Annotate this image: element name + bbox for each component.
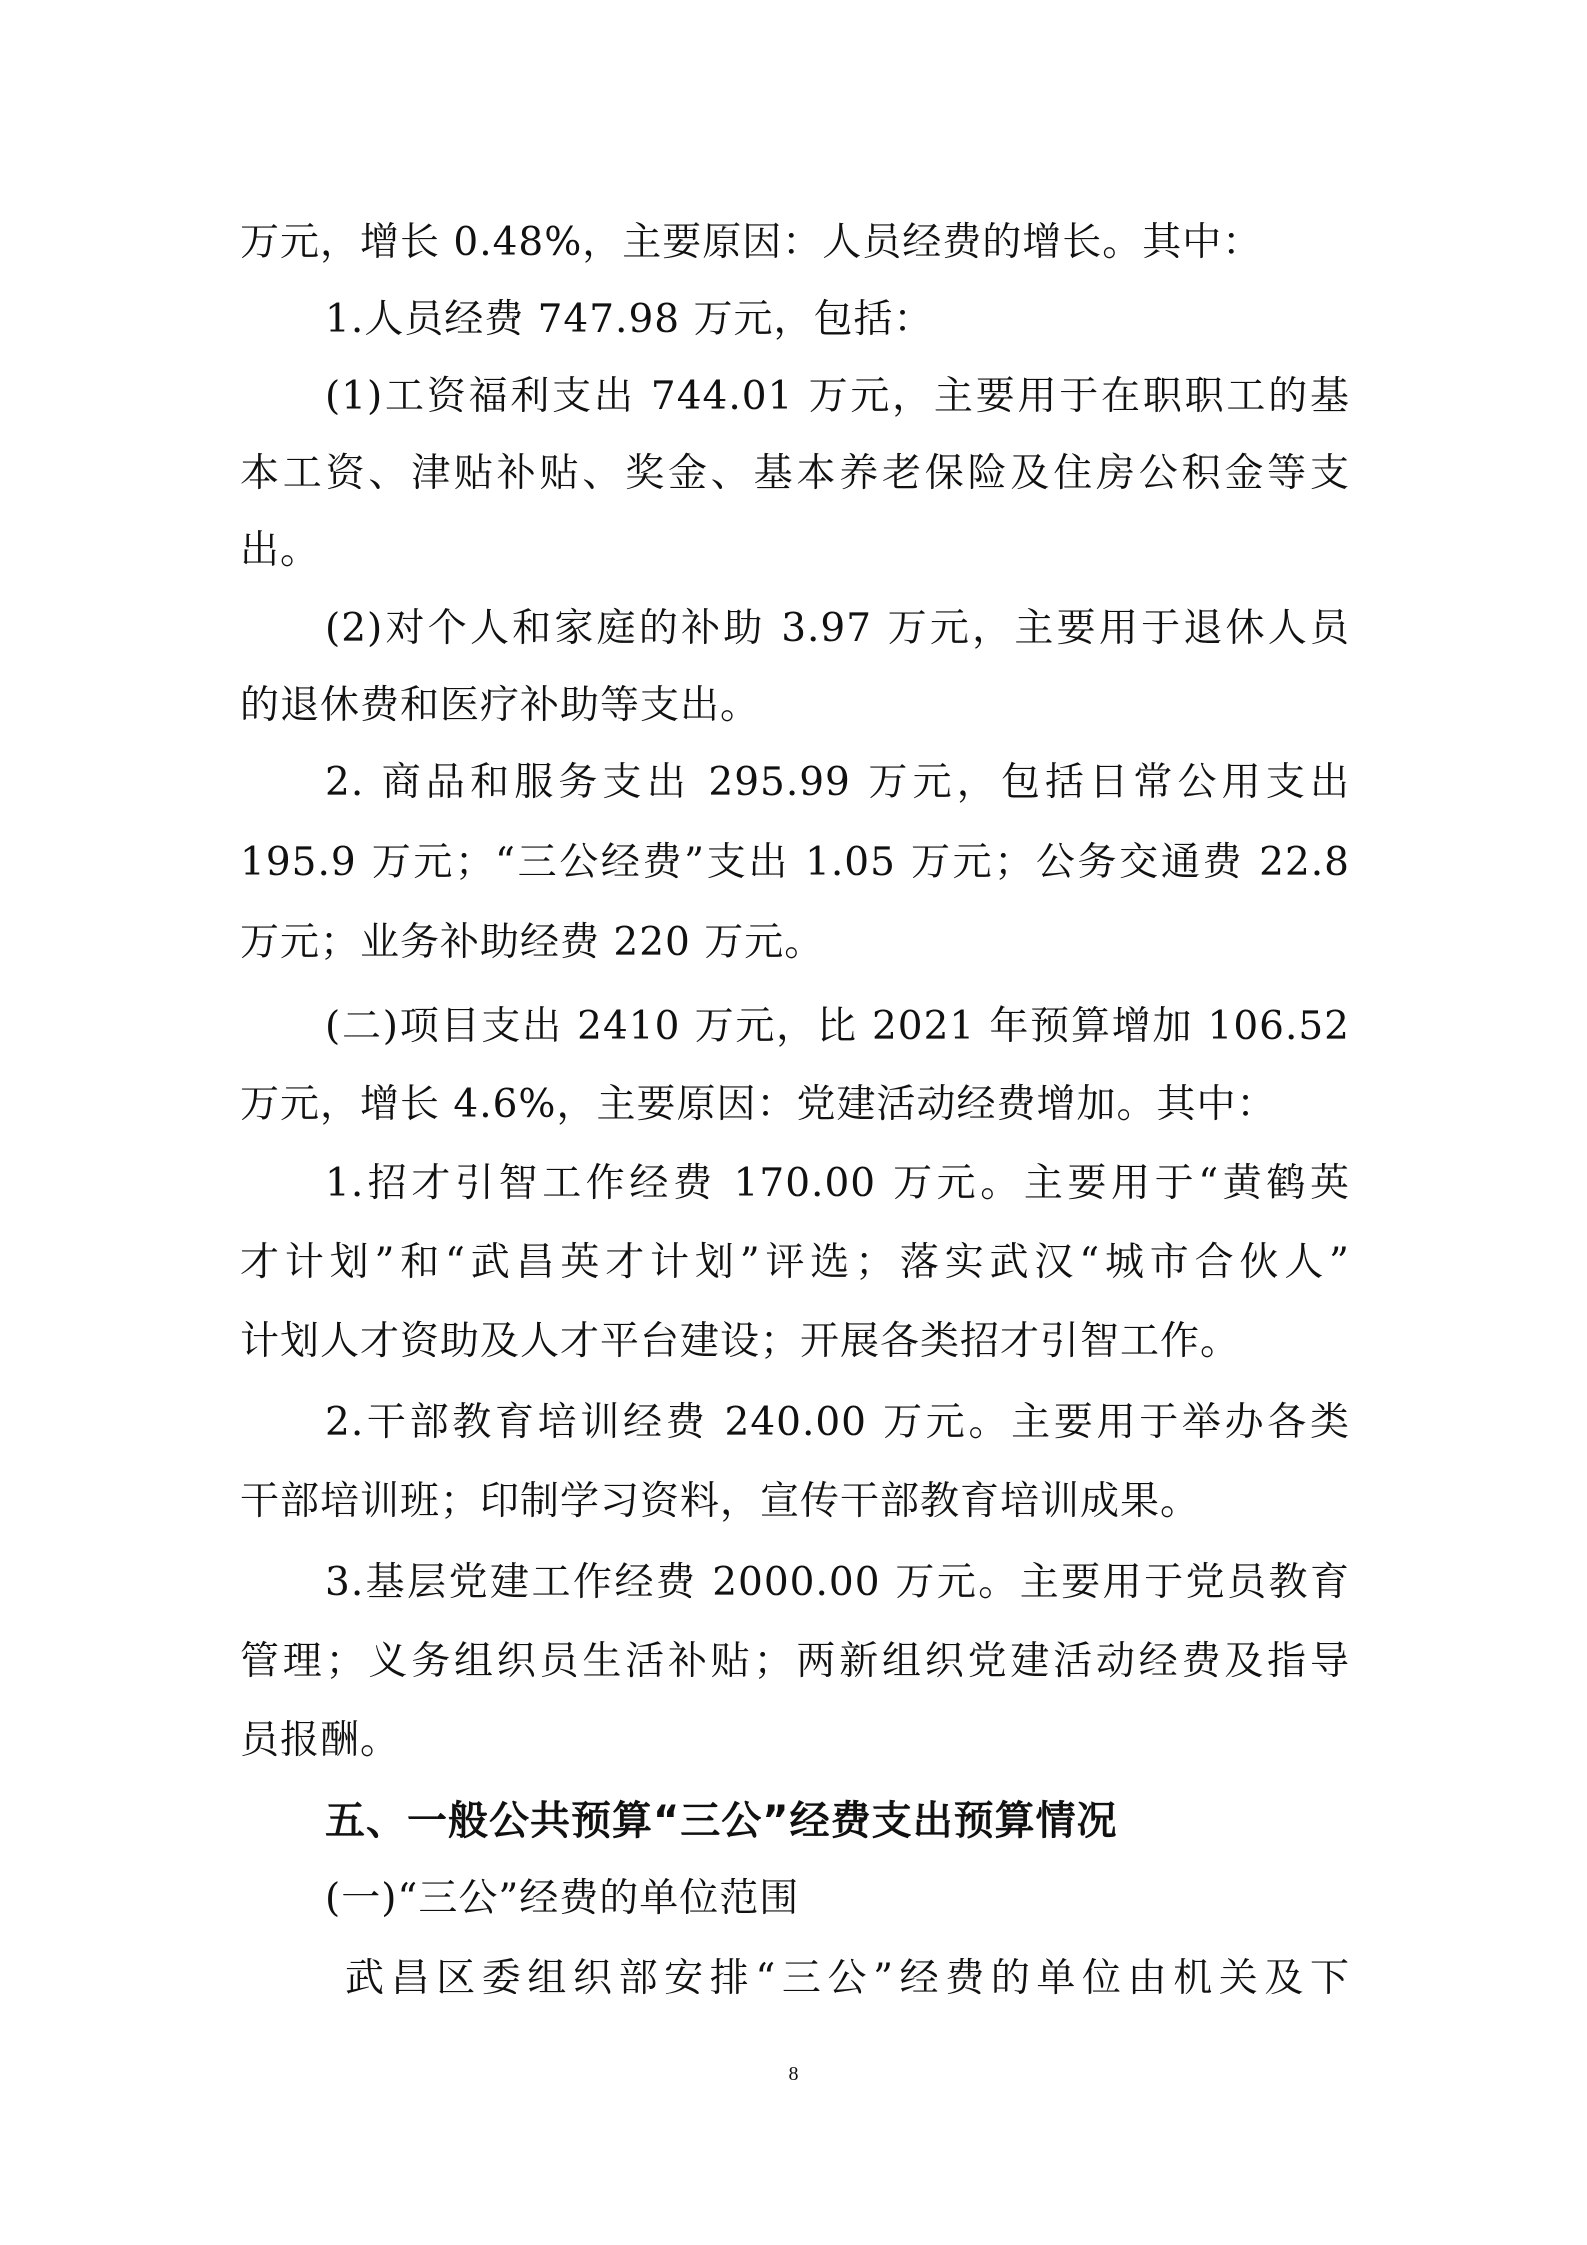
paragraph-line: 计划人才资助及人才平台建设；开展各类招才引智工作。 [240, 1319, 1241, 1364]
paragraph-line: 1.人员经费 747.98 万元，包括： [325, 297, 934, 342]
paragraph-line: 2.干部教育培训经费 240.00 万元。主要用于举办各类 [325, 1400, 1350, 1445]
paragraph-line: 本工资、津贴补贴、奖金、基本养老保险及住房公积金等支 [240, 451, 1350, 496]
page-number: 8 [788, 2063, 799, 2085]
paragraph-line: (1)工资福利支出 744.01 万元，主要用于在职职工的基 [325, 374, 1350, 419]
paragraph-line: 武昌区委组织部安排“三公”经费的单位由机关及下 [345, 1956, 1350, 2001]
paragraph-line: 2. 商品和服务支出 295.99 万元，包括日常公用支出 [325, 760, 1350, 805]
section-heading: 五、一般公共预算“三公”经费支出预算情况 [325, 1798, 1118, 1844]
paragraph-line: 万元；业务补助经费 220 万元。 [240, 920, 825, 965]
paragraph-line: 万元，增长 4.6%，主要原因：党建活动经费增加。其中： [240, 1082, 1277, 1127]
paragraph-line: 管理；义务组织员生活补贴；两新组织党建活动经费及指导 [240, 1639, 1350, 1684]
paragraph-line: 3.基层党建工作经费 2000.00 万元。主要用于党员教育 [325, 1560, 1350, 1605]
paragraph-line: (二)项目支出 2410 万元，比 2021 年预算增加 106.52 [325, 1004, 1350, 1049]
paragraph-line: 才计划”和“武昌英才计划”评选；落实武汉“城市合伙人” [240, 1240, 1350, 1285]
paragraph-line: (2)对个人和家庭的补助 3.97 万元，主要用于退休人员 [325, 606, 1350, 651]
paragraph-line: 的退休费和医疗补助等支出。 [240, 683, 761, 728]
subsection-heading: (一)“三公”经费的单位范围 [325, 1876, 800, 1921]
paragraph-line: 出。 [240, 528, 321, 573]
paragraph-line: 万元，增长 0.48%，主要原因：人员经费的增长。其中： [240, 220, 1263, 265]
paragraph-line: 员报酬。 [240, 1718, 401, 1763]
paragraph-line: 干部培训班；印制学习资料，宣传干部教育培训成果。 [240, 1479, 1201, 1524]
paragraph-line: 1.招才引智工作经费 170.00 万元。主要用于“黄鹤英 [325, 1161, 1350, 1206]
paragraph-line: 195.9 万元；“三公经费”支出 1.05 万元；公务交通费 22.8 [240, 840, 1350, 885]
